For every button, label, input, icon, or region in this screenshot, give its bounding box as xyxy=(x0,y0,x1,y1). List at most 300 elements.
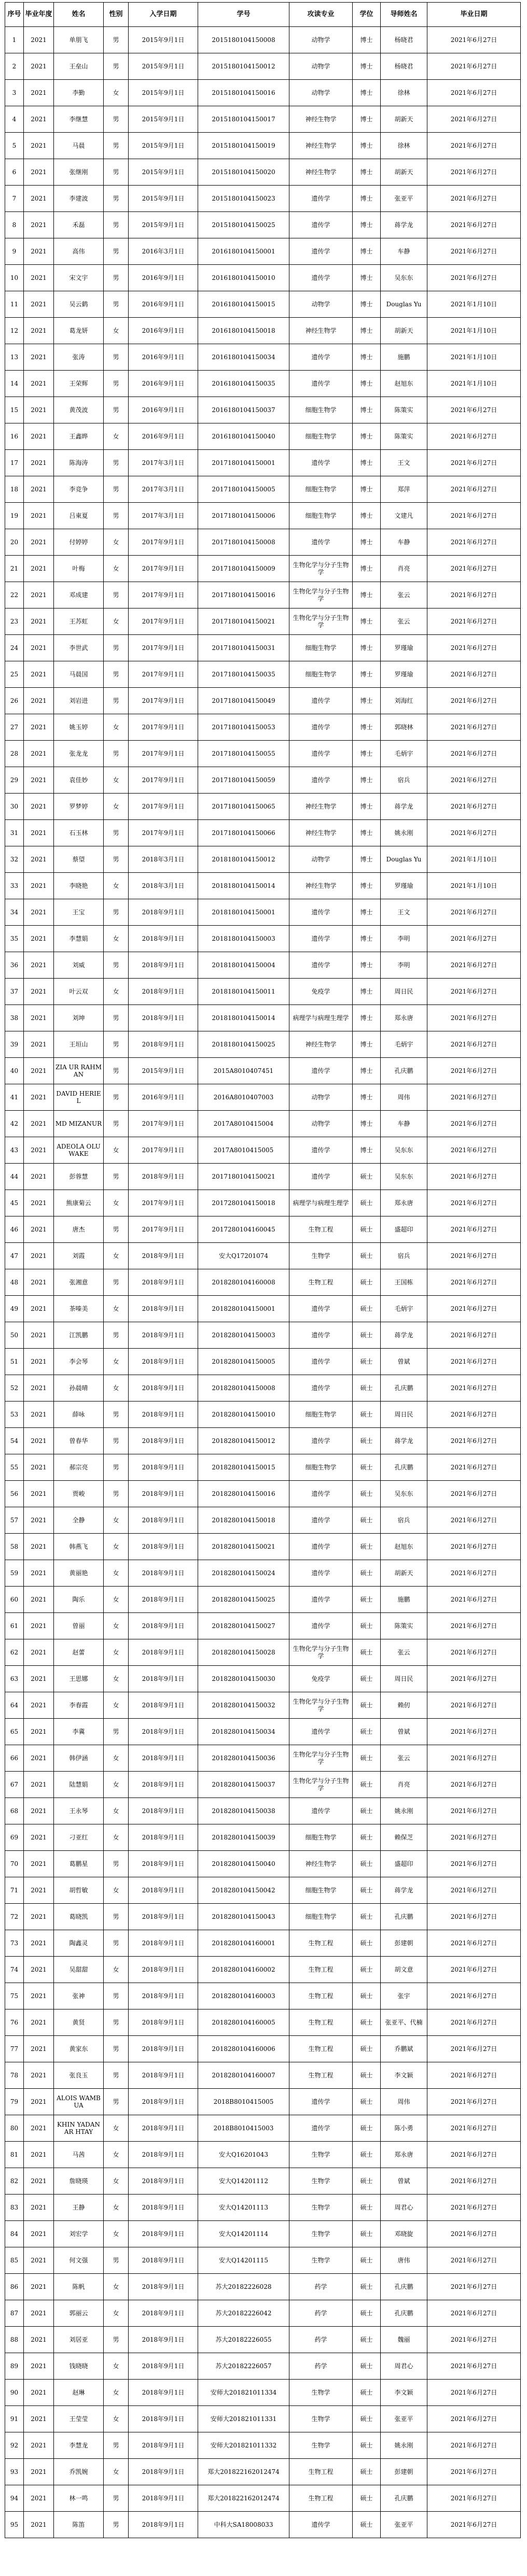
cell-name: ALOIS WAMBUA xyxy=(54,2089,104,2115)
cell-degree: 博士 xyxy=(353,1137,381,1164)
cell-major: 细胞生物学 xyxy=(289,503,353,529)
cell-degree: 硕士 xyxy=(353,2485,381,2512)
cell-name: 王鑫晔 xyxy=(54,423,104,450)
cell-student-id: 2015180104150017 xyxy=(198,106,289,133)
cell-grad-date: 2021年6月27日 xyxy=(427,688,521,714)
cell-major: 遗传学 xyxy=(289,1719,353,1745)
cell-enroll-date: 2018年9月1日 xyxy=(129,1534,198,1560)
cell-enroll-date: 2017年9月1日 xyxy=(129,1111,198,1137)
cell-major: 生物学 xyxy=(289,2406,353,2432)
cell-degree: 硕士 xyxy=(353,1190,381,1216)
cell-advisor: 李文颖 xyxy=(381,2380,427,2406)
cell-index: 19 xyxy=(5,503,24,529)
cell-major: 生物学 xyxy=(289,2168,353,2195)
cell-grad-date: 2021年6月27日 xyxy=(427,238,521,265)
cell-name: 茶嗪美 xyxy=(54,1296,104,1322)
cell-student-id: 2018280104160007 xyxy=(198,2062,289,2089)
cell-advisor: 罗瑾瑜 xyxy=(381,635,427,661)
cell-grad-date: 2021年6月27日 xyxy=(427,1613,521,1639)
cell-major: 遗传学 xyxy=(289,926,353,952)
cell-major: 遗传学 xyxy=(289,1507,353,1534)
cell-enroll-date: 2016年9月1日 xyxy=(129,291,198,318)
cell-degree: 硕士 xyxy=(353,2512,381,2538)
cell-enroll-date: 2018年9月1日 xyxy=(129,1719,198,1745)
cell-index: 62 xyxy=(5,1639,24,1666)
cell-index: 63 xyxy=(5,1666,24,1692)
cell-grad-date: 2021年6月27日 xyxy=(427,1375,521,1402)
cell-major: 药学 xyxy=(289,2353,353,2380)
cell-degree: 硕士 xyxy=(353,1296,381,1322)
cell-enroll-date: 2018年3月1日 xyxy=(129,846,198,873)
cell-index: 95 xyxy=(5,2512,24,2538)
header-enroll-date: 入学日期 xyxy=(129,3,198,27)
cell-name: 李冀 xyxy=(54,1719,104,1745)
cell-grad-year: 2021 xyxy=(24,80,54,106)
table-row xyxy=(5,133,521,159)
cell-grad-year: 2021 xyxy=(24,1454,54,1481)
cell-major: 遗传学 xyxy=(289,529,353,556)
cell-gender: 男 xyxy=(104,2089,129,2115)
cell-grad-date: 2021年1月10日 xyxy=(427,291,521,318)
table-row xyxy=(5,767,521,794)
table-row xyxy=(5,1296,521,1322)
cell-grad-year: 2021 xyxy=(24,1613,54,1639)
cell-degree: 博士 xyxy=(353,238,381,265)
cell-student-id: 2018180104150025 xyxy=(198,1031,289,1058)
cell-index: 12 xyxy=(5,318,24,344)
cell-student-id: 2016180104150040 xyxy=(198,423,289,450)
cell-student-id: 2018B8010415005 xyxy=(198,2089,289,2115)
cell-degree: 博士 xyxy=(353,741,381,767)
header-row xyxy=(5,3,521,27)
table-row xyxy=(5,1798,521,1824)
cell-enroll-date: 2018年9月1日 xyxy=(129,2406,198,2432)
cell-grad-date: 2021年6月27日 xyxy=(427,1904,521,1930)
cell-advisor: 孔庆鹏 xyxy=(381,1904,427,1930)
cell-major: 遗传学 xyxy=(289,1798,353,1824)
header-advisor: 导师姓名 xyxy=(381,3,427,27)
cell-gender: 男 xyxy=(104,212,129,238)
cell-gender: 男 xyxy=(104,1904,129,1930)
table-row xyxy=(5,2168,521,2195)
cell-major: 神经生物学 xyxy=(289,820,353,846)
cell-grad-date: 2021年6月27日 xyxy=(427,1983,521,2009)
cell-enroll-date: 2018年9月1日 xyxy=(129,2009,198,2036)
cell-gender: 女 xyxy=(104,1745,129,1772)
cell-index: 27 xyxy=(5,714,24,741)
cell-degree: 博士 xyxy=(353,873,381,899)
cell-major: 神经生物学 xyxy=(289,159,353,186)
cell-enroll-date: 2018年9月1日 xyxy=(129,2327,198,2353)
cell-grad-year: 2021 xyxy=(24,1851,54,1877)
cell-index: 90 xyxy=(5,2380,24,2406)
cell-degree: 博士 xyxy=(353,1031,381,1058)
cell-advisor: 唐伟 xyxy=(381,2247,427,2274)
cell-advisor: 蒋学龙 xyxy=(381,1428,427,1454)
cell-advisor: 宿兵 xyxy=(381,1507,427,1534)
cell-name: ADEOLA OLUWAKE xyxy=(54,1137,104,1164)
cell-grad-date: 2021年6月27日 xyxy=(427,27,521,53)
cell-major: 遗传学 xyxy=(289,688,353,714)
cell-gender: 女 xyxy=(104,1560,129,1587)
cell-grad-date: 2021年6月27日 xyxy=(427,2327,521,2353)
table-row xyxy=(5,80,521,106)
cell-degree: 博士 xyxy=(353,635,381,661)
cell-grad-year: 2021 xyxy=(24,1957,54,1983)
cell-major: 神经生物学 xyxy=(289,1031,353,1058)
cell-grad-year: 2021 xyxy=(24,1058,54,1084)
cell-grad-date: 2021年6月27日 xyxy=(427,1296,521,1322)
cell-advisor: 胡文意 xyxy=(381,1957,427,1983)
cell-student-id: 2016180104150035 xyxy=(198,371,289,397)
cell-advisor: 宿兵 xyxy=(381,1243,427,1269)
cell-student-id: 2015180104150020 xyxy=(198,159,289,186)
cell-grad-date: 2021年6月27日 xyxy=(427,1164,521,1190)
cell-advisor: 张亚平 xyxy=(381,186,427,212)
graduate-list-sheet xyxy=(5,2,520,2538)
cell-grad-date: 2021年6月27日 xyxy=(427,2406,521,2432)
cell-degree: 博士 xyxy=(353,106,381,133)
cell-degree: 博士 xyxy=(353,80,381,106)
cell-advisor: 孔庆鹏 xyxy=(381,2300,427,2327)
cell-advisor: 魏丽 xyxy=(381,2327,427,2353)
cell-degree: 硕士 xyxy=(353,1507,381,1534)
cell-degree: 博士 xyxy=(353,371,381,397)
cell-name: 薛咏 xyxy=(54,1402,104,1428)
cell-name: 全静 xyxy=(54,1507,104,1534)
cell-advisor: 陈策实 xyxy=(381,397,427,423)
cell-major: 生物工程 xyxy=(289,2036,353,2062)
cell-gender: 女 xyxy=(104,1798,129,1824)
cell-gender: 女 xyxy=(104,1243,129,1269)
cell-index: 40 xyxy=(5,1058,24,1084)
cell-index: 36 xyxy=(5,952,24,979)
cell-grad-date: 2021年6月27日 xyxy=(427,53,521,80)
cell-name: 黄茂波 xyxy=(54,397,104,423)
cell-degree: 硕士 xyxy=(353,1639,381,1666)
cell-major: 遗传学 xyxy=(289,952,353,979)
cell-advisor: 孔庆鹏 xyxy=(381,1454,427,1481)
cell-student-id: 2017180104150066 xyxy=(198,820,289,846)
cell-degree: 硕士 xyxy=(353,2089,381,2115)
cell-enroll-date: 2018年9月1日 xyxy=(129,1454,198,1481)
cell-major: 动物学 xyxy=(289,80,353,106)
table-row xyxy=(5,1983,521,2009)
cell-student-id: 2017180104150021 xyxy=(198,1164,289,1190)
cell-grad-year: 2021 xyxy=(24,1507,54,1534)
cell-grad-date: 2021年6月27日 xyxy=(427,2009,521,2036)
cell-student-id: 安大Q17201074 xyxy=(198,1243,289,1269)
cell-index: 33 xyxy=(5,873,24,899)
table-row xyxy=(5,344,521,371)
header-grad-year: 毕业年度 xyxy=(24,3,54,27)
table-row xyxy=(5,820,521,846)
cell-grad-date: 2021年6月27日 xyxy=(427,1137,521,1164)
cell-grad-year: 2021 xyxy=(24,2009,54,2036)
cell-enroll-date: 2017年9月1日 xyxy=(129,820,198,846)
cell-gender: 男 xyxy=(104,582,129,608)
cell-major: 遗传学 xyxy=(289,212,353,238)
cell-enroll-date: 2017年9月1日 xyxy=(129,608,198,635)
cell-student-id: 2016180104150015 xyxy=(198,291,289,318)
cell-grad-date: 2021年6月27日 xyxy=(427,1798,521,1824)
table-row xyxy=(5,265,521,291)
cell-advisor: 郑永唐 xyxy=(381,1190,427,1216)
cell-grad-date: 2021年6月27日 xyxy=(427,2062,521,2089)
table-row xyxy=(5,556,521,582)
cell-degree: 博士 xyxy=(353,582,381,608)
cell-major: 生物学 xyxy=(289,2247,353,2274)
table-row xyxy=(5,1877,521,1904)
cell-enroll-date: 2018年9月1日 xyxy=(129,2168,198,2195)
cell-major: 生物工程 xyxy=(289,2459,353,2485)
cell-major: 生物工程 xyxy=(289,1983,353,2009)
cell-grad-date: 2021年6月27日 xyxy=(427,1111,521,1137)
cell-major: 药学 xyxy=(289,2327,353,2353)
cell-grad-year: 2021 xyxy=(24,2406,54,2432)
cell-advisor: 乔鹏斌 xyxy=(381,2036,427,2062)
cell-major: 药学 xyxy=(289,2274,353,2300)
cell-grad-date: 2021年6月27日 xyxy=(427,423,521,450)
cell-major: 动物学 xyxy=(289,27,353,53)
table-row xyxy=(5,1216,521,1243)
cell-gender: 男 xyxy=(104,53,129,80)
cell-advisor: 王文 xyxy=(381,450,427,476)
cell-student-id: 2018280104150028 xyxy=(198,1639,289,1666)
cell-student-id: 2018280104150003 xyxy=(198,1322,289,1349)
cell-gender: 男 xyxy=(104,688,129,714)
cell-grad-year: 2021 xyxy=(24,423,54,450)
cell-major: 神经生物学 xyxy=(289,794,353,820)
table-row xyxy=(5,1534,521,1560)
cell-major: 药学 xyxy=(289,2300,353,2327)
cell-grad-year: 2021 xyxy=(24,1111,54,1137)
cell-enroll-date: 2015年9月1日 xyxy=(129,133,198,159)
table-row xyxy=(5,1269,521,1296)
cell-enroll-date: 2018年9月1日 xyxy=(129,1507,198,1534)
cell-student-id: 2017180104150009 xyxy=(198,556,289,582)
cell-student-id: 2015180104150008 xyxy=(198,27,289,53)
cell-degree: 硕士 xyxy=(353,1428,381,1454)
cell-degree: 博士 xyxy=(353,291,381,318)
cell-grad-year: 2021 xyxy=(24,688,54,714)
cell-gender: 女 xyxy=(104,714,129,741)
cell-enroll-date: 2016年9月1日 xyxy=(129,397,198,423)
cell-enroll-date: 2018年9月1日 xyxy=(129,1375,198,1402)
cell-name: 陶乐 xyxy=(54,1587,104,1613)
cell-enroll-date: 2018年9月1日 xyxy=(129,2247,198,2274)
cell-grad-date: 2021年6月27日 xyxy=(427,2221,521,2247)
cell-grad-date: 2021年6月27日 xyxy=(427,556,521,582)
cell-enroll-date: 2018年9月1日 xyxy=(129,2274,198,2300)
cell-grad-year: 2021 xyxy=(24,1322,54,1349)
cell-index: 87 xyxy=(5,2300,24,2327)
cell-name: 付婷婷 xyxy=(54,529,104,556)
cell-degree: 硕士 xyxy=(353,2115,381,2142)
table-row xyxy=(5,1930,521,1957)
cell-name: 熊康菊云 xyxy=(54,1190,104,1216)
cell-enroll-date: 2017年9月1日 xyxy=(129,1190,198,1216)
cell-index: 89 xyxy=(5,2353,24,2380)
cell-major: 免疫学 xyxy=(289,979,353,1005)
cell-advisor: 周君心 xyxy=(381,2353,427,2380)
cell-gender: 女 xyxy=(104,608,129,635)
cell-degree: 博士 xyxy=(353,53,381,80)
cell-degree: 博士 xyxy=(353,1111,381,1137)
cell-grad-year: 2021 xyxy=(24,1930,54,1957)
cell-grad-year: 2021 xyxy=(24,1428,54,1454)
table-row xyxy=(5,2300,521,2327)
cell-name: 王荣辉 xyxy=(54,371,104,397)
cell-student-id: 2018180104150014 xyxy=(198,873,289,899)
cell-major: 遗传学 xyxy=(289,1587,353,1613)
cell-gender: 女 xyxy=(104,1772,129,1798)
cell-advisor: 胡新天 xyxy=(381,318,427,344)
cell-degree: 博士 xyxy=(353,344,381,371)
cell-student-id: 郑大201822162012474 xyxy=(198,2485,289,2512)
cell-major: 细胞生物学 xyxy=(289,1824,353,1851)
cell-index: 47 xyxy=(5,1243,24,1269)
cell-student-id: 2018280104150005 xyxy=(198,1349,289,1375)
cell-grad-date: 2021年6月27日 xyxy=(427,1481,521,1507)
table-row xyxy=(5,476,521,503)
cell-enroll-date: 2018年9月1日 xyxy=(129,2512,198,2538)
cell-advisor: 姚永刚 xyxy=(381,2432,427,2459)
cell-index: 82 xyxy=(5,2168,24,2195)
cell-student-id: 2017180104150053 xyxy=(198,714,289,741)
table-row xyxy=(5,661,521,688)
table-row xyxy=(5,2089,521,2115)
cell-index: 25 xyxy=(5,661,24,688)
cell-enroll-date: 2017年9月1日 xyxy=(129,529,198,556)
cell-name: 曾春华 xyxy=(54,1428,104,1454)
cell-enroll-date: 2017年9月1日 xyxy=(129,767,198,794)
cell-grad-year: 2021 xyxy=(24,1269,54,1296)
cell-index: 54 xyxy=(5,1428,24,1454)
cell-gender: 女 xyxy=(104,1137,129,1164)
cell-grad-year: 2021 xyxy=(24,476,54,503)
table-row xyxy=(5,2221,521,2247)
cell-grad-year: 2021 xyxy=(24,53,54,80)
cell-student-id: 2018280104160005 xyxy=(198,2009,289,2036)
cell-advisor: 王文 xyxy=(381,899,427,926)
table-row xyxy=(5,450,521,476)
cell-degree: 硕士 xyxy=(353,2195,381,2221)
cell-major: 生物工程 xyxy=(289,1957,353,1983)
cell-index: 57 xyxy=(5,1507,24,1534)
cell-student-id: 2015180104150023 xyxy=(198,186,289,212)
cell-major: 生物学 xyxy=(289,2380,353,2406)
cell-name: 胡哲敏 xyxy=(54,1877,104,1904)
cell-name: 刘居亚 xyxy=(54,2327,104,2353)
cell-gender: 女 xyxy=(104,1190,129,1216)
cell-advisor: 周日民 xyxy=(381,1402,427,1428)
cell-degree: 硕士 xyxy=(353,1216,381,1243)
cell-gender: 男 xyxy=(104,2247,129,2274)
cell-degree: 硕士 xyxy=(353,2142,381,2168)
cell-advisor: 张云 xyxy=(381,1745,427,1772)
cell-student-id: 2018280104150030 xyxy=(198,1666,289,1692)
cell-enroll-date: 2018年9月1日 xyxy=(129,1587,198,1613)
cell-gender: 女 xyxy=(104,2459,129,2485)
cell-student-id: 2016180104150037 xyxy=(198,397,289,423)
cell-degree: 博士 xyxy=(353,1005,381,1031)
cell-enroll-date: 2016年9月1日 xyxy=(129,318,198,344)
cell-student-id: 安师大201821011334 xyxy=(198,2380,289,2406)
cell-gender: 男 xyxy=(104,661,129,688)
cell-name: 刘岩进 xyxy=(54,688,104,714)
cell-student-id: 2018280104150040 xyxy=(198,1851,289,1877)
cell-major: 遗传学 xyxy=(289,1481,353,1507)
cell-student-id: 2017180104150055 xyxy=(198,741,289,767)
cell-gender: 男 xyxy=(104,741,129,767)
cell-advisor: 毛炳宇 xyxy=(381,1296,427,1322)
cell-advisor: 宿兵 xyxy=(381,767,427,794)
cell-name: 陆慧娟 xyxy=(54,1772,104,1798)
cell-grad-date: 2021年1月10日 xyxy=(427,344,521,371)
cell-grad-year: 2021 xyxy=(24,608,54,635)
cell-grad-date: 2021年6月27日 xyxy=(427,1930,521,1957)
table-row xyxy=(5,2062,521,2089)
cell-name: 孙晨晴 xyxy=(54,1375,104,1402)
cell-student-id: 2018280104150010 xyxy=(198,1402,289,1428)
cell-grad-date: 2021年6月27日 xyxy=(427,952,521,979)
cell-name: 宋文宇 xyxy=(54,265,104,291)
cell-name: 李竞争 xyxy=(54,476,104,503)
cell-name: 吴甜甜 xyxy=(54,1957,104,1983)
cell-index: 68 xyxy=(5,1798,24,1824)
cell-name: 刁亚红 xyxy=(54,1824,104,1851)
cell-student-id: 2018180104150004 xyxy=(198,952,289,979)
cell-grad-date: 2021年6月27日 xyxy=(427,2300,521,2327)
cell-grad-date: 2021年6月27日 xyxy=(427,2115,521,2142)
cell-grad-year: 2021 xyxy=(24,2432,54,2459)
cell-name: 刘宏学 xyxy=(54,2221,104,2247)
cell-student-id: 2015180104150019 xyxy=(198,133,289,159)
cell-advisor: 李明 xyxy=(381,952,427,979)
cell-advisor: 曾斌 xyxy=(381,1719,427,1745)
cell-student-id: 2017180104150001 xyxy=(198,450,289,476)
cell-grad-date: 2021年6月27日 xyxy=(427,2168,521,2195)
cell-student-id: 郑大201822162012474 xyxy=(198,2459,289,2485)
cell-grad-date: 2021年6月27日 xyxy=(427,159,521,186)
table-row xyxy=(5,2512,521,2538)
cell-major: 遗传学 xyxy=(289,1534,353,1560)
cell-student-id: 2017180104150035 xyxy=(198,661,289,688)
cell-index: 15 xyxy=(5,397,24,423)
cell-grad-date: 2021年6月27日 xyxy=(427,1058,521,1084)
cell-degree: 博士 xyxy=(353,926,381,952)
cell-degree: 硕士 xyxy=(353,1243,381,1269)
cell-degree: 硕士 xyxy=(353,1666,381,1692)
cell-student-id: 2018280104160001 xyxy=(198,1930,289,1957)
cell-name: 陈帆 xyxy=(54,2274,104,2300)
cell-gender: 男 xyxy=(104,371,129,397)
cell-enroll-date: 2015年9月1日 xyxy=(129,80,198,106)
cell-index: 49 xyxy=(5,1296,24,1322)
cell-advisor: 盛超印 xyxy=(381,1851,427,1877)
cell-index: 64 xyxy=(5,1692,24,1719)
cell-gender: 男 xyxy=(104,2036,129,2062)
cell-index: 28 xyxy=(5,741,24,767)
cell-grad-date: 2021年6月27日 xyxy=(427,1190,521,1216)
cell-student-id: 2018280104150039 xyxy=(198,1824,289,1851)
table-row xyxy=(5,1719,521,1745)
cell-gender: 女 xyxy=(104,1877,129,1904)
cell-enroll-date: 2018年9月1日 xyxy=(129,1798,198,1824)
cell-student-id: 2018280104160002 xyxy=(198,1957,289,1983)
cell-degree: 硕士 xyxy=(353,1930,381,1957)
